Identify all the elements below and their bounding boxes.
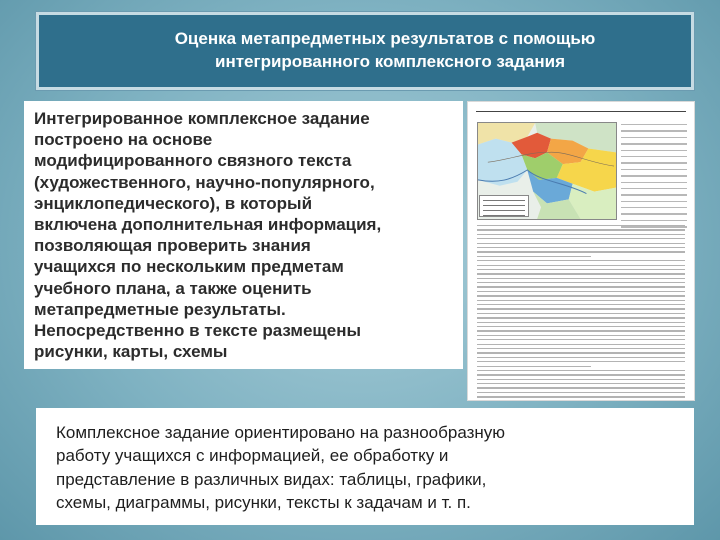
description-line: учащихся по нескольким предметам bbox=[34, 257, 344, 277]
slide-title-line-1: Оценка метапредметных результатов с помощью bbox=[174, 29, 596, 48]
slide-title-banner bbox=[36, 12, 694, 90]
map-legend bbox=[479, 195, 529, 217]
description-line: метапредметные результаты. bbox=[34, 299, 286, 319]
document-page-thumbnail bbox=[467, 101, 695, 401]
map-side-notes bbox=[621, 124, 687, 233]
legend-line bbox=[483, 215, 525, 216]
description-line: Непосредственно в тексте размещены bbox=[34, 321, 362, 341]
description-paragraph bbox=[34, 108, 381, 362]
document-body-text bbox=[477, 225, 685, 401]
document-header-rule bbox=[476, 111, 686, 112]
description-line: построено на основе bbox=[34, 130, 213, 150]
summary-text-box bbox=[36, 408, 694, 525]
summary-paragraph bbox=[56, 421, 505, 515]
description-line: учебного плана, а также оценить bbox=[34, 278, 312, 298]
description-line: позволяющая проверить знания bbox=[34, 236, 311, 256]
summary-line: представление в различных видах: таблицы, графики, bbox=[56, 469, 487, 489]
description-line: рисунки, карты, схемы bbox=[34, 342, 228, 362]
description-line: (художественного, научно-популярного, bbox=[34, 172, 375, 192]
description-line: Интегрированное комплексное задание bbox=[34, 109, 370, 128]
slide-title-line-2: интегрированного комплексного задания bbox=[215, 52, 565, 71]
legend-line bbox=[483, 205, 525, 206]
description-line: модифицированного связного текста bbox=[34, 151, 352, 171]
description-line: энциклопедического), в который bbox=[34, 193, 313, 213]
description-text-box bbox=[24, 101, 463, 369]
legend-line bbox=[483, 200, 525, 201]
description-line: включена дополнительная информация, bbox=[34, 215, 382, 235]
summary-line: Комплексное задание ориентировано на разнообразную bbox=[56, 423, 506, 442]
legend-line bbox=[483, 210, 525, 211]
summary-line: схемы, диаграммы, рисунки, тексты к задачам и т. п. bbox=[56, 493, 471, 513]
summary-line: работу учащихся с информацией, ее обработку и bbox=[56, 446, 449, 466]
